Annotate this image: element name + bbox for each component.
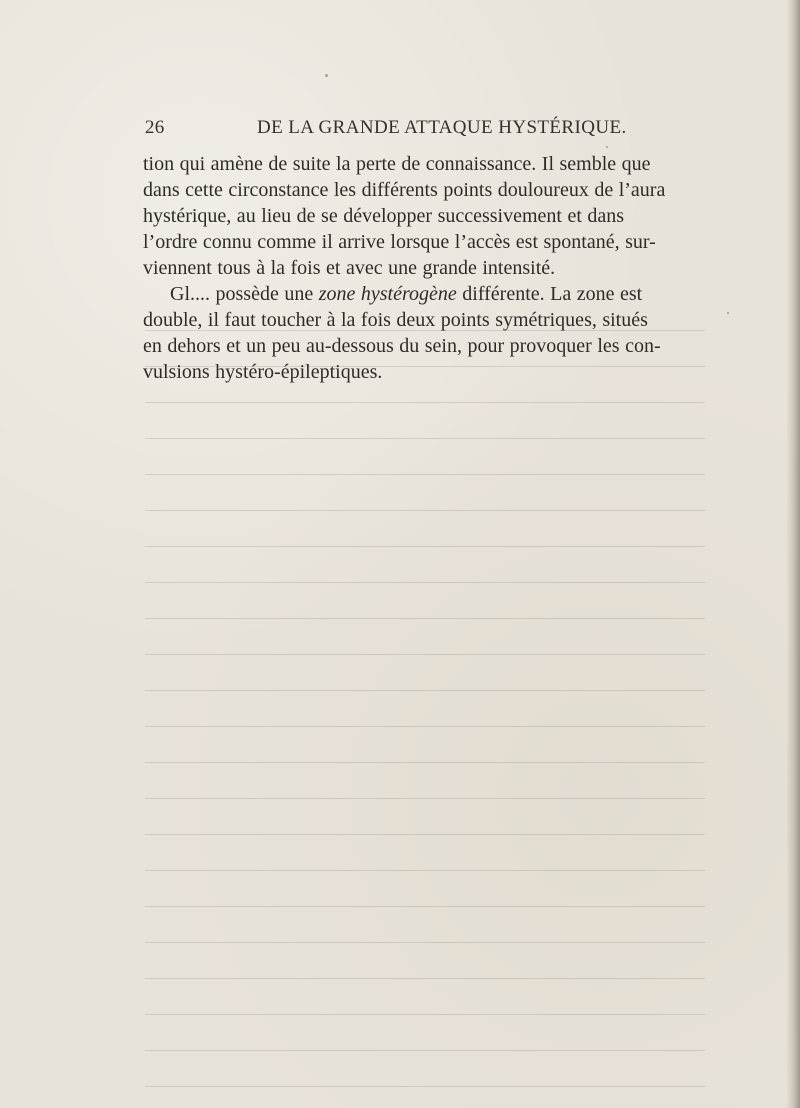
paper-speck (325, 74, 328, 77)
running-title: DE LA GRANDE ATTAQUE HYSTÉRIQUE. (257, 117, 627, 138)
text-line (143, 255, 683, 281)
page-number: 26 (145, 117, 165, 138)
page-header (145, 113, 627, 143)
text-line-content: l’ordre connu comme il arrive lorsque l’accès est spontané, sur- (143, 231, 656, 253)
text-line-content: hystérique, au lieu de se développer successivement et dans (143, 205, 625, 227)
text-line-content: dans cette circonstance les différents points douloureux de l’aura (143, 179, 666, 201)
text-line (143, 333, 683, 359)
italic-term: zone hystérogène (318, 283, 457, 305)
show-through-text (145, 330, 705, 1090)
text-run: différente. La zone est (456, 283, 643, 305)
text-line-content: vulsions hystéro-épileptiques. (143, 361, 383, 383)
text-line (143, 307, 683, 333)
text-line-content: en dehors et un peu au-dessous du sein, pour provoquer les con- (143, 335, 661, 357)
text-line-content (170, 281, 642, 307)
text-run: Gl.... possède une (170, 283, 319, 305)
text-line (143, 281, 683, 307)
text-line-content: double, il faut toucher à la fois deux points symétriques, situés (143, 309, 648, 331)
text-line (143, 229, 683, 255)
text-line-content: tion qui amène de suite la perte de connaissance. Il semble que (143, 153, 651, 175)
text-line (143, 359, 683, 385)
text-line (143, 151, 683, 177)
text-line-content: viennent tous à la fois et avec une grande intensité. (143, 257, 556, 279)
paper-speck (606, 146, 608, 148)
text-line (143, 203, 683, 229)
page-edge-shadow (786, 0, 800, 1108)
text-line (143, 177, 683, 203)
paper-speck (727, 312, 729, 314)
body-text (143, 151, 683, 385)
